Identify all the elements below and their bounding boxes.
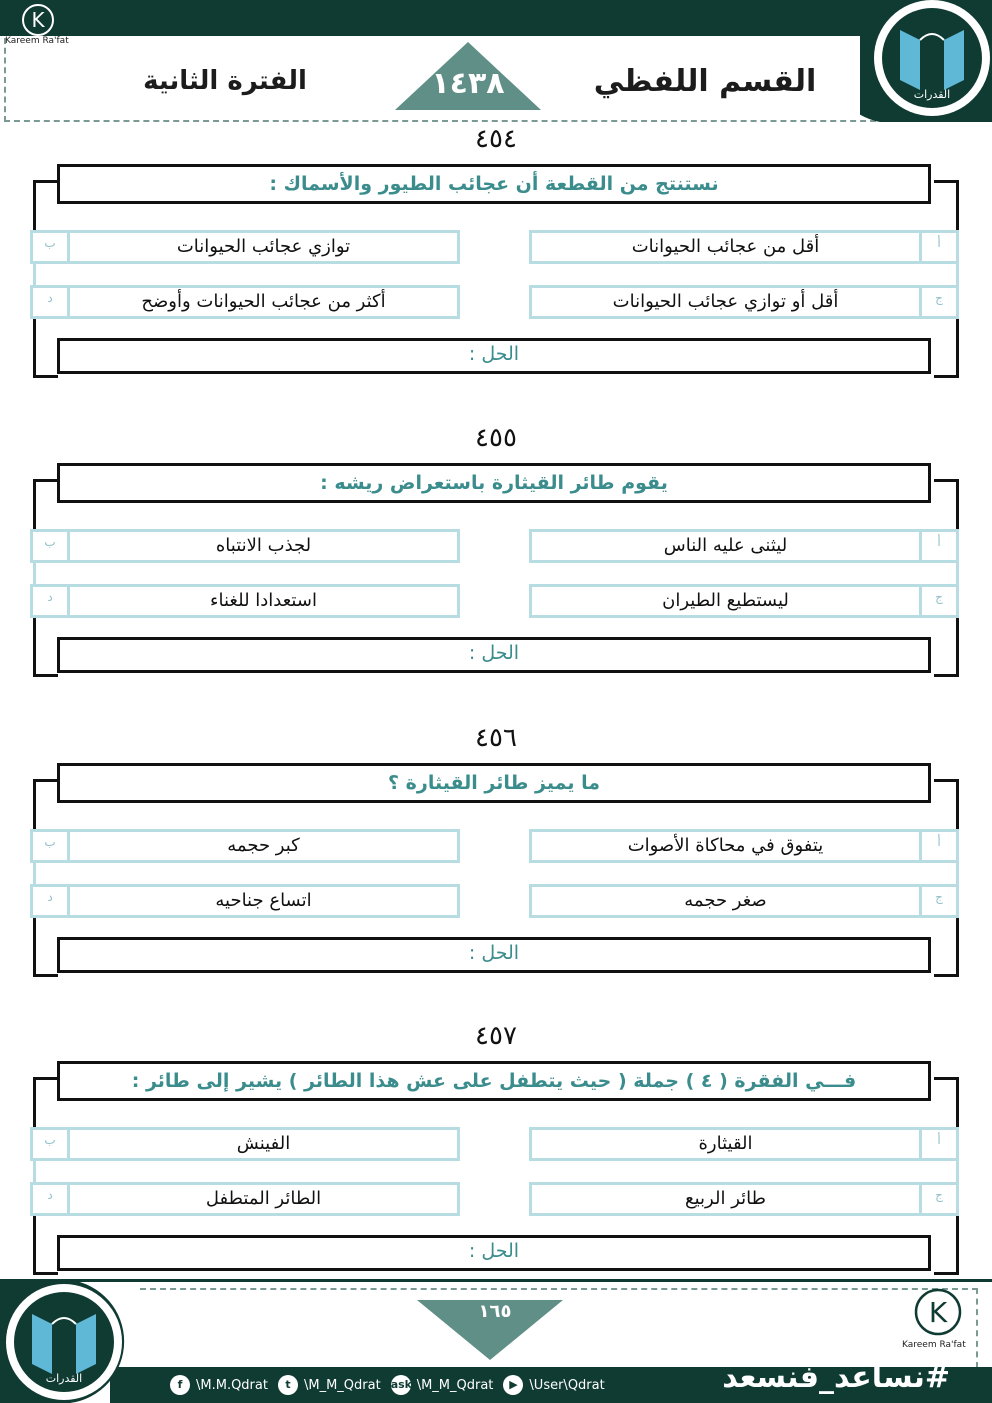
option-2[interactable] (30, 829, 460, 863)
year-label: ١٤٣٨ (431, 66, 505, 101)
option-text: أقل من عجائب الحيوانات (631, 236, 820, 257)
option-letter: ج (919, 1185, 956, 1213)
option-3[interactable] (529, 884, 959, 918)
answer-label: الحل : (468, 343, 520, 365)
option-1[interactable] (529, 829, 959, 863)
question-text: نستنتج من القطعة أن عجائب الطيور والأسماك : (269, 173, 719, 195)
qudrat-emblem-icon (860, 0, 992, 122)
option-text: الفينش (236, 1133, 291, 1154)
option-text: لجذب الانتباه (215, 535, 312, 556)
header-bar (0, 0, 880, 36)
brand-caption-footer: Kareem Ra'fat (902, 1340, 966, 1350)
svg-text:القدرات: القدرات (45, 1372, 83, 1385)
option-letter: ج (919, 288, 956, 316)
brand-caption: Kareem Ra'fat (5, 36, 69, 46)
question-text: ما يميز طائر القيثارة ؟ (388, 772, 600, 794)
option-4[interactable] (30, 884, 460, 918)
youtube-handle[interactable]: \User\Qdrat (529, 1377, 605, 1393)
answer-label: الحل : (468, 1240, 520, 1262)
page-number: ١٦٥ (478, 1301, 512, 1322)
hashtag: #نساعد_فنسعد (722, 1360, 950, 1395)
option-3[interactable] (529, 1182, 959, 1216)
option-text: يتفوق في محاكاة الأصوات (627, 835, 824, 856)
question-text: يقوم طائر القيثارة باستعراض ريشه : (320, 472, 668, 494)
option-text: توازي عجائب الحيوانات (176, 236, 351, 257)
option-letter: د (33, 887, 70, 915)
option-4[interactable] (30, 584, 460, 618)
option-letter: ب (33, 532, 70, 560)
option-text: القيثارة (698, 1133, 753, 1154)
svg-text:القدرات: القدرات (913, 88, 951, 101)
option-1[interactable] (529, 230, 959, 264)
facebook-handle[interactable]: \M.M.Qdrat (196, 1377, 268, 1393)
option-letter: ج (919, 587, 956, 615)
answer-box[interactable] (57, 937, 931, 973)
option-text: طائر الربيع (685, 1188, 766, 1209)
ask-handle[interactable]: \M_M_Qdrat (416, 1377, 494, 1393)
question-text: فـــي الفقرة ( ٤ ) جملة ( حيث يتطفل على عش هذا الطائر ) يشير إلى طائر : (131, 1070, 857, 1092)
question-number: ٤٥٦ (475, 723, 517, 753)
option-2[interactable] (30, 1127, 460, 1161)
question-number: ٤٥٧ (475, 1021, 517, 1051)
option-letter: أ (919, 532, 956, 560)
qudrat-emblem-footer-icon (0, 1280, 135, 1403)
option-letter: ب (33, 1130, 70, 1158)
option-letter: أ (919, 233, 956, 261)
twitter-icon: t (278, 1375, 298, 1395)
section-title: القسم اللفظي (593, 64, 817, 99)
twitter-handle[interactable]: \M_M_Qdrat (303, 1377, 381, 1393)
option-4[interactable] (30, 285, 460, 319)
option-text: كبر حجمه (227, 835, 300, 856)
option-letter: د (33, 587, 70, 615)
question-box (57, 164, 931, 204)
answer-label: الحل : (468, 942, 520, 964)
option-3[interactable] (529, 584, 959, 618)
answer-box[interactable] (57, 338, 931, 374)
option-letter: د (33, 288, 70, 316)
question-number: ٤٥٤ (475, 124, 517, 154)
option-letter: ب (33, 233, 70, 261)
option-letter: أ (919, 1130, 956, 1158)
question-box (57, 763, 931, 803)
option-text: أقل أو توازي عجائب الحيوانات (612, 291, 839, 312)
option-text: استعدادا للغناء (210, 590, 317, 611)
svg-text:K: K (928, 1296, 948, 1329)
option-1[interactable] (529, 529, 959, 563)
option-text: ليثنى عليه الناس (663, 535, 788, 556)
option-text: أكثر من عجائب الحيوانات وأوضح (141, 291, 386, 312)
answer-box[interactable] (57, 637, 931, 673)
question-box (57, 1061, 931, 1101)
option-letter: د (33, 1185, 70, 1213)
option-text: ليستطيع الطيران (662, 590, 789, 611)
option-4[interactable] (30, 1182, 460, 1216)
period-title: الفترة الثانية (143, 66, 307, 96)
option-letter: ج (919, 887, 956, 915)
k-logo-footer-icon (908, 1286, 968, 1340)
option-text: الطائر المتطفل (205, 1188, 322, 1209)
option-text: اتساع جناحيه (215, 890, 312, 911)
option-3[interactable] (529, 285, 959, 319)
question-number: ٤٥٥ (475, 423, 517, 453)
k-logo-icon (18, 2, 58, 38)
social-links (170, 1373, 609, 1397)
option-text: صغر حجمه (684, 890, 767, 911)
facebook-icon: f (170, 1375, 190, 1395)
svg-text:K: K (31, 8, 45, 32)
question-box (57, 463, 931, 503)
youtube-icon: ▶ (503, 1375, 523, 1395)
ask-icon: ask (391, 1375, 411, 1395)
option-1[interactable] (529, 1127, 959, 1161)
option-2[interactable] (30, 529, 460, 563)
answer-box[interactable] (57, 1235, 931, 1271)
option-2[interactable] (30, 230, 460, 264)
option-letter: ب (33, 832, 70, 860)
option-letter: أ (919, 832, 956, 860)
answer-label: الحل : (468, 642, 520, 664)
